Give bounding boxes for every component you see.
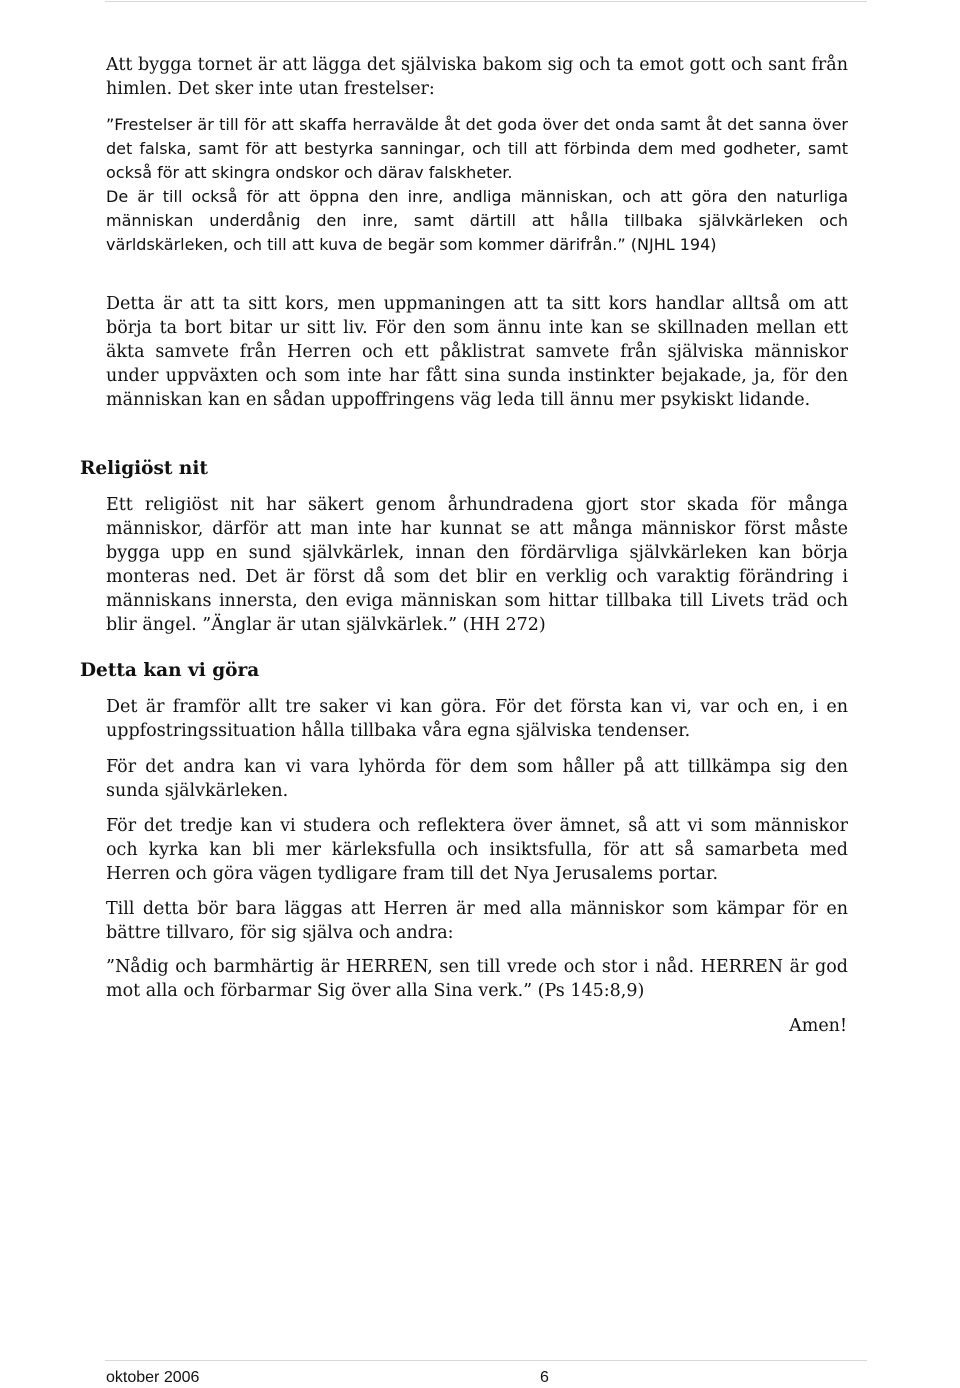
second-point-paragraph: För det andra kan vi vara lyhörda för dem som håller på att tillkämpa sig den sunda självkärleken.	[106, 757, 848, 801]
quote-njhl-part2: De är till också för att öppna den inre, andliga människan, och att göra den naturliga människan underdånig den inre, samt därtill att hålla tillbaka självkärleken och världskärleken, och till att kuva de begär som kommer därifrån.” (NJHL 194)	[106, 187, 848, 254]
heading-detta-kan-vi-gora: Detta kan vi göra	[80, 660, 260, 681]
third-point-paragraph: För det tredje kan vi studera och reflektera över ämnet, så att vi som människor och kyrka kan bli mer kärleksfulla och insiktsfulla, för att så samarbeta med Herren och göra vägen tydligare fram till det Nya Jerusalems portar.	[106, 816, 848, 884]
psalm-quote: ”Nådig och barmhärtig är HERREN, sen till vrede och stor i nåd. HERREN är god mot alla och förbarmar Sig över alla Sina verk.” (Ps 145:8,9)	[106, 957, 848, 1001]
first-point-paragraph: Det är framför allt tre saker vi kan göra. För det första kan vi, var och en, i en uppfostringssituation hålla tillbaka våra egna själviska tendenser.	[106, 697, 848, 741]
page-footer	[106, 1368, 549, 1388]
amen-text: Amen!	[789, 1016, 847, 1036]
closing-paragraph: Till detta bör bara läggas att Herren är med alla människor som kämpar för en bättre tillvaro, för sig själva och andra:	[106, 899, 848, 943]
religiost-nit-paragraph: Ett religiöst nit har säkert genom århundradena gjort stor skada för många människor, därför att man inte har kunnat se att många människor först måste bygga upp en sund självkärlek, innan den fördärvliga självkärleken kan börja monteras ned. Det är först då som det blir en verklig och varaktig förändring i människans innersta, den eviga människan som hittar tillbaka till Livets träd och blir ängel. ”Änglar är utan självkärlek.” (HH 272)	[106, 495, 848, 635]
intro-paragraph: Att bygga tornet är att lägga det själviska bakom sig och ta emot gott och sant från himlen. Det sker inte utan frestelser:	[106, 55, 848, 99]
quote-njhl-part1: ”Frestelser är till för att skaffa herravälde åt det goda över det onda samt åt det sanna över det falska, samt för att bestyrka sanningar, och till att förbinda dem med godheter, samt också för att skingra ondskor och därav falskheter.	[106, 115, 848, 182]
footer-date: oktober 2006	[106, 1369, 200, 1386]
bottom-rule	[105, 1360, 867, 1361]
top-rule	[105, 1, 867, 2]
heading-religiost-nit: Religiöst nit	[80, 458, 208, 479]
cross-paragraph: Detta är att ta sitt kors, men uppmaningen att ta sitt kors handlar alltså om att börja ta bort bitar ur sitt liv. För den som ännu inte kan se skillnaden mellan ett äkta samvete från Herren och ett påklistrat samvete från själviska människor under uppväxten och som inte har fått sina sunda instinkter bejakade, ja, för den människan kan en sådan uppoffringens väg leda till ännu mer psykiskt lidande.	[106, 294, 848, 410]
page-number: 6	[540, 1369, 549, 1386]
